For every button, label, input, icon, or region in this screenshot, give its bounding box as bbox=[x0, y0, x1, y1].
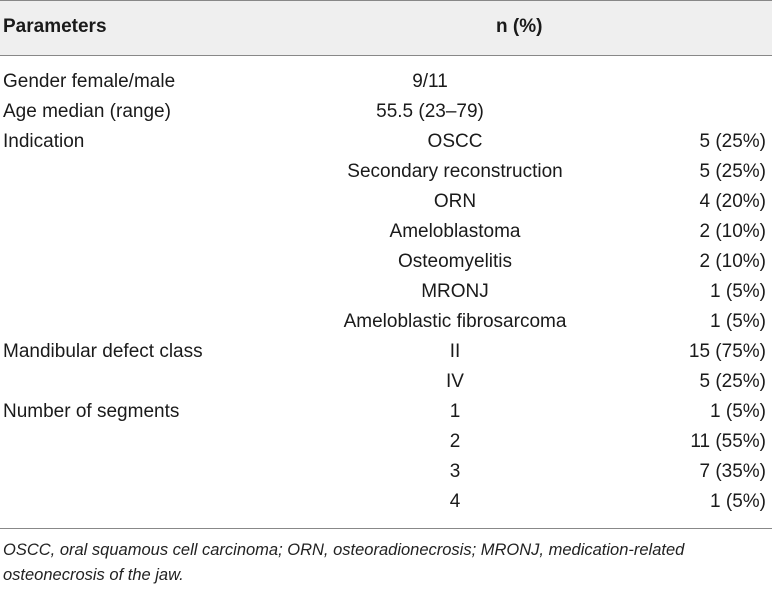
table-row bbox=[0, 247, 772, 277]
row-value: 5 (25%) bbox=[699, 371, 766, 392]
row-subcategory: MRONJ bbox=[421, 281, 489, 302]
row-parameter: Age median (range) bbox=[3, 101, 171, 122]
row-value: 7 (35%) bbox=[699, 461, 766, 482]
row-subcategory: Secondary reconstruction bbox=[347, 161, 563, 182]
row-subcategory: IV bbox=[446, 371, 464, 392]
row-parameter: Mandibular defect class bbox=[3, 341, 203, 362]
row-value: 15 (75%) bbox=[688, 341, 766, 362]
header-n-percent: n (%) bbox=[496, 16, 543, 37]
row-subcategory: OSCC bbox=[427, 131, 483, 152]
row-subcategory: 1 bbox=[449, 401, 461, 422]
row-value: 2 (10%) bbox=[699, 251, 766, 272]
table-row bbox=[0, 277, 772, 307]
row-value: 4 (20%) bbox=[699, 191, 766, 212]
table-row bbox=[0, 367, 772, 397]
table-header bbox=[0, 0, 772, 56]
row-value: 55.5 (23–79) bbox=[376, 101, 484, 122]
row-subcategory: Osteomyelitis bbox=[397, 251, 513, 272]
table-row bbox=[0, 427, 772, 457]
row-parameter: Number of segments bbox=[3, 401, 180, 422]
row-value: 2 (10%) bbox=[699, 221, 766, 242]
row-subcategory: 2 bbox=[449, 431, 461, 452]
table-row bbox=[0, 307, 772, 337]
table-row bbox=[0, 397, 772, 427]
table-row bbox=[0, 187, 772, 217]
row-parameter: Indication bbox=[3, 131, 85, 152]
row-value: 5 (25%) bbox=[699, 131, 766, 152]
table-row bbox=[0, 67, 772, 97]
table-row bbox=[0, 127, 772, 157]
table-row bbox=[0, 487, 772, 517]
table-footnote: OSCC, oral squamous cell carcinoma; ORN, osteoradionecrosis; MRONJ, medication-related osteonecrosis of the jaw. bbox=[3, 541, 685, 584]
row-subcategory: 3 bbox=[449, 461, 461, 482]
row-value: 9/11 bbox=[412, 71, 448, 92]
table-row bbox=[0, 157, 772, 187]
row-subcategory: Ameloblastic fibrosarcoma bbox=[343, 311, 567, 332]
row-subcategory: Ameloblastoma bbox=[389, 221, 521, 242]
table-bottom-rule bbox=[0, 528, 772, 529]
header-parameters: Parameters bbox=[3, 16, 107, 37]
row-value: 1 (5%) bbox=[710, 281, 766, 302]
table-row bbox=[0, 217, 772, 247]
row-subcategory: II bbox=[449, 341, 461, 362]
row-value: 11 (55%) bbox=[690, 431, 766, 452]
row-value: 5 (25%) bbox=[699, 161, 766, 182]
row-value: 1 (5%) bbox=[710, 491, 766, 512]
row-value: 1 (5%) bbox=[710, 401, 766, 422]
table-row bbox=[0, 337, 772, 367]
row-parameter: Gender female/male bbox=[3, 71, 176, 92]
table-row bbox=[0, 97, 772, 127]
row-value: 1 (5%) bbox=[710, 311, 766, 332]
table-row bbox=[0, 457, 772, 487]
row-subcategory: ORN bbox=[433, 191, 477, 212]
row-subcategory: 4 bbox=[449, 491, 461, 512]
